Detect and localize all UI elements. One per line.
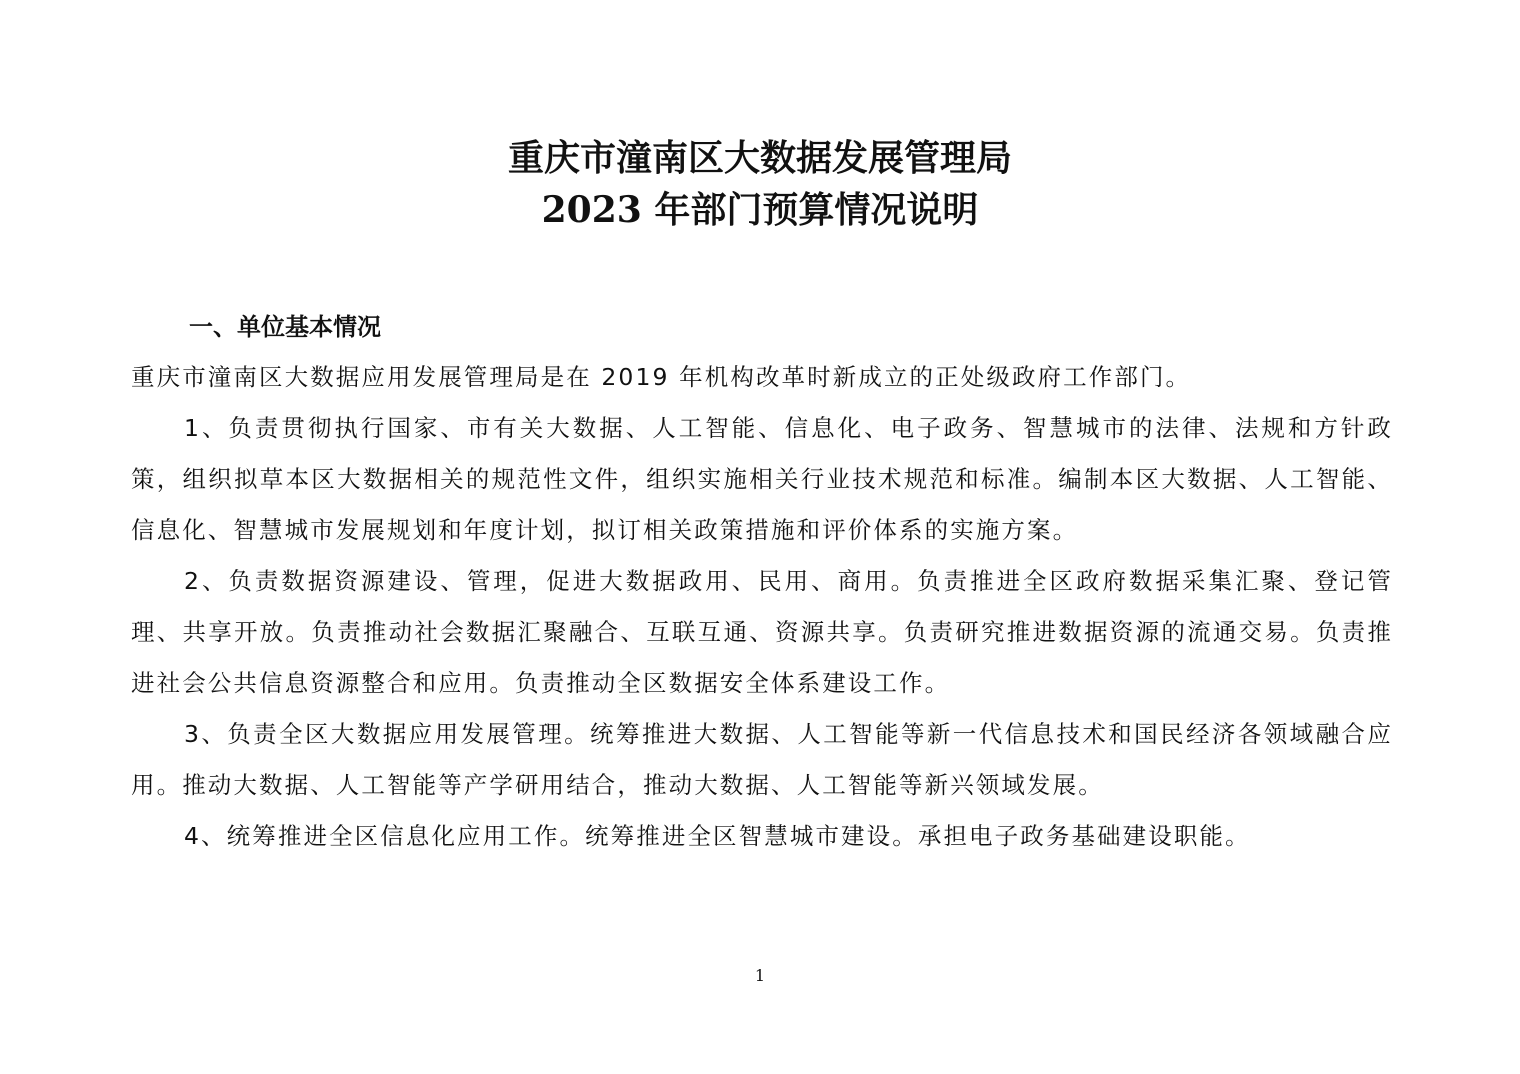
paragraph-item-2: 2、负责数据资源建设、管理，促进大数据政用、民用、商用。负责推进全区政府数据采集汇聚、登记管理、共享开放。负责推动社会数据汇聚融合、互联互通、资源共享。负责研究推进数据资源的流通交易。负责推进社会公共信息资源整合和应用。负责推动全区数据安全体系建设工作。 bbox=[131, 567, 1393, 697]
paragraph-item-1: 1、负责贯彻执行国家、市有关大数据、人工智能、信息化、电子政务、智慧城市的法律、法规和方针政策，组织拟草本区大数据相关的规范性文件，组织实施相关行业技术规范和标准。编制本区大数据、人工智能、信息化、智慧城市发展规划和年度计划，拟订相关政策措施和评价体系的实施方案。 bbox=[131, 414, 1393, 544]
section-heading: 一、单位基本情况 bbox=[189, 313, 381, 341]
document-body bbox=[131, 302, 1393, 862]
title-line-2: 2023 年部门预算情况说明 bbox=[541, 189, 979, 231]
paragraph-intro: 重庆市潼南区大数据应用发展管理局是在 2019 年机构改革时新成立的正处级政府工作部门。 bbox=[131, 363, 1192, 391]
page-number: 1 bbox=[754, 966, 766, 985]
document-title bbox=[0, 132, 1520, 236]
paragraph-item-4: 4、统筹推进全区信息化应用工作。统筹推进全区智慧城市建设。承担电子政务基础建设职能。 bbox=[184, 822, 1251, 850]
title-line-1: 重庆市潼南区大数据发展管理局 bbox=[507, 137, 1012, 179]
paragraph-item-3: 3、负责全区大数据应用发展管理。统筹推进大数据、人工智能等新一代信息技术和国民经济各领域融合应用。推动大数据、人工智能等产学研用结合，推动大数据、人工智能等新兴领域发展。 bbox=[131, 720, 1393, 799]
